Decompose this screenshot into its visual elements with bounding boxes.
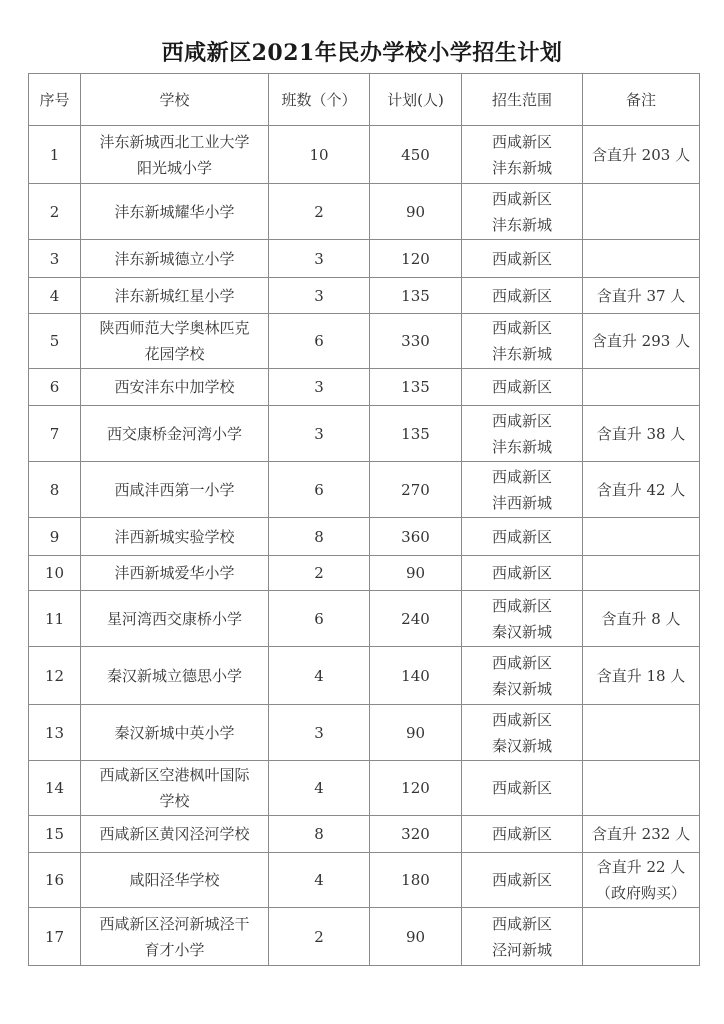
- cell-range-line: 西咸新区: [491, 596, 552, 615]
- cell-school: [81, 314, 269, 369]
- cell-no: 15: [29, 816, 81, 853]
- cell-range: [462, 556, 583, 591]
- cell-school-line: 沣东新城耀华小学: [114, 202, 235, 221]
- cell-range-line: 沣东新城: [491, 158, 552, 177]
- cell-school-line: 学校: [159, 792, 190, 810]
- cell-plan: 330: [370, 314, 462, 369]
- cell-classes: 10: [269, 126, 370, 184]
- cell-plan: 320: [370, 816, 462, 853]
- cell-note: [583, 406, 700, 462]
- cell-school: [81, 908, 269, 966]
- cell-no: 12: [29, 647, 81, 705]
- document-title: 西咸新区2021年民办学校小学招生计划: [161, 40, 563, 66]
- table-row: [29, 705, 700, 761]
- cell-classes: 4: [269, 647, 370, 705]
- cell-range-line: 沣东新城: [491, 345, 552, 363]
- cell-range-line: 西咸新区: [491, 825, 552, 843]
- cell-no: 16: [29, 853, 81, 908]
- header-range: 招生范围: [462, 74, 583, 126]
- cell-school: [81, 184, 269, 240]
- cell-note-line: 含直升 22 人: [596, 858, 686, 876]
- cell-range: [462, 406, 583, 462]
- cell-no: 7: [29, 406, 81, 462]
- cell-classes: 3: [269, 406, 370, 462]
- cell-plan: 180: [370, 853, 462, 908]
- cell-school: [81, 816, 269, 853]
- cell-plan: 120: [370, 761, 462, 816]
- cell-no: 6: [29, 369, 81, 406]
- cell-range-line: 西咸新区: [491, 189, 552, 208]
- cell-range-line: 西咸新区: [491, 132, 552, 151]
- cell-range: [462, 761, 583, 816]
- cell-school-line: 沣西新城实验学校: [114, 527, 235, 546]
- cell-classes: 3: [269, 369, 370, 406]
- cell-classes: 2: [269, 184, 370, 240]
- cell-school-line: 沣西新城爱华小学: [114, 564, 235, 582]
- header-note: 备注: [583, 74, 700, 126]
- cell-classes: 2: [269, 908, 370, 966]
- cell-note: [583, 462, 700, 518]
- table-row: [29, 184, 700, 240]
- cell-note-line: 含直升 232 人: [591, 825, 691, 843]
- cell-note: [583, 369, 700, 406]
- cell-school-line: 西安沣东中加学校: [114, 378, 235, 396]
- cell-range-line: 西咸新区: [491, 710, 552, 729]
- cell-note: [583, 816, 700, 853]
- cell-school-line: 西咸新区黄冈泾河学校: [99, 825, 250, 843]
- cell-range-line: 西咸新区: [491, 871, 552, 889]
- cell-no: 13: [29, 705, 81, 761]
- cell-plan: 135: [370, 369, 462, 406]
- cell-classes: 4: [269, 761, 370, 816]
- table-row: [29, 853, 700, 908]
- table-row: [29, 591, 700, 647]
- cell-note: [583, 184, 700, 240]
- cell-classes: 4: [269, 853, 370, 908]
- table-row: [29, 908, 700, 966]
- table-body: [29, 126, 700, 966]
- cell-school: [81, 853, 269, 908]
- cell-range-line: 西咸新区: [491, 914, 552, 933]
- cell-school: [81, 518, 269, 556]
- cell-no: 1: [29, 126, 81, 184]
- header-classes: 班数（个）: [269, 74, 370, 126]
- cell-range-line: 秦汉新城: [491, 622, 552, 641]
- cell-note: [583, 908, 700, 966]
- cell-note: [583, 126, 700, 184]
- cell-note: [583, 314, 700, 369]
- cell-note-line: 含直升 37 人: [596, 286, 686, 305]
- cell-note: [583, 591, 700, 647]
- cell-school: [81, 647, 269, 705]
- cell-school-line: 西咸新区泾河新城泾干: [99, 914, 250, 933]
- cell-plan: 90: [370, 184, 462, 240]
- table-row: [29, 556, 700, 591]
- cell-range-line: 西咸新区: [491, 779, 552, 797]
- cell-no: 9: [29, 518, 81, 556]
- cell-range-line: 秦汉新城: [491, 679, 552, 698]
- cell-school: [81, 278, 269, 314]
- cell-range: [462, 462, 583, 518]
- cell-plan: 90: [370, 705, 462, 761]
- cell-plan: 90: [370, 556, 462, 591]
- cell-range-line: 西咸新区: [491, 467, 552, 486]
- table-row: [29, 761, 700, 816]
- table-row: [29, 647, 700, 705]
- cell-school: [81, 126, 269, 184]
- cell-school: [81, 705, 269, 761]
- header-plan: 计划(人): [370, 74, 462, 126]
- table-row: [29, 240, 700, 278]
- table-row: [29, 816, 700, 853]
- cell-plan: 135: [370, 406, 462, 462]
- cell-no: 4: [29, 278, 81, 314]
- cell-school-line: 花园学校: [144, 345, 205, 363]
- cell-no: 17: [29, 908, 81, 966]
- cell-classes: 2: [269, 556, 370, 591]
- cell-classes: 8: [269, 816, 370, 853]
- cell-note: [583, 518, 700, 556]
- header-school: 学校: [81, 74, 269, 126]
- cell-note: [583, 556, 700, 591]
- cell-school-line: 星河湾西交康桥小学: [106, 609, 242, 628]
- cell-range: [462, 853, 583, 908]
- cell-school-line: 陕西师范大学奥林匹克: [99, 319, 250, 337]
- cell-plan: 135: [370, 278, 462, 314]
- cell-range-line: 西咸新区: [491, 653, 552, 672]
- cell-school-line: 咸阳泾华学校: [129, 871, 220, 889]
- cell-school: [81, 556, 269, 591]
- cell-classes: 6: [269, 314, 370, 369]
- enrollment-plan-table: [28, 73, 700, 966]
- cell-range-line: 泾河新城: [491, 940, 552, 959]
- cell-range-line: 沣东新城: [491, 437, 552, 456]
- cell-no: 8: [29, 462, 81, 518]
- cell-range: [462, 126, 583, 184]
- cell-plan: 270: [370, 462, 462, 518]
- cell-school-line: 阳光城小学: [136, 158, 212, 177]
- cell-note: [583, 853, 700, 908]
- cell-school-line: 西咸沣西第一小学: [114, 480, 235, 499]
- cell-classes: 8: [269, 518, 370, 556]
- cell-plan: 240: [370, 591, 462, 647]
- cell-no: 14: [29, 761, 81, 816]
- cell-no: 3: [29, 240, 81, 278]
- cell-school: [81, 369, 269, 406]
- cell-range: [462, 184, 583, 240]
- cell-range: [462, 908, 583, 966]
- cell-school: [81, 591, 269, 647]
- cell-classes: 6: [269, 591, 370, 647]
- cell-school: [81, 406, 269, 462]
- cell-range: [462, 816, 583, 853]
- table-row: [29, 314, 700, 369]
- cell-plan: 90: [370, 908, 462, 966]
- cell-note: [583, 647, 700, 705]
- cell-no: 2: [29, 184, 81, 240]
- cell-classes: 3: [269, 705, 370, 761]
- cell-note-line: 含直升 203 人: [591, 145, 691, 164]
- cell-classes: 3: [269, 278, 370, 314]
- cell-school-line: 秦汉新城立德思小学: [106, 666, 242, 685]
- cell-school-line: 西咸新区空港枫叶国际: [99, 766, 250, 784]
- header-no: 序号: [29, 74, 81, 126]
- cell-note-line: （政府购买）: [595, 884, 686, 902]
- cell-range-line: 沣东新城: [491, 215, 552, 234]
- cell-range-line: 西咸新区: [491, 527, 552, 546]
- cell-range: [462, 705, 583, 761]
- cell-range-line: 西咸新区: [491, 564, 552, 582]
- cell-range-line: 沣西新城: [491, 493, 552, 512]
- cell-school-line: 秦汉新城中英小学: [114, 723, 235, 742]
- cell-range: [462, 278, 583, 314]
- cell-note: [583, 705, 700, 761]
- cell-no: 11: [29, 591, 81, 647]
- cell-school-line: 沣东新城红星小学: [114, 286, 235, 305]
- cell-note: [583, 761, 700, 816]
- cell-classes: 3: [269, 240, 370, 278]
- cell-range: [462, 314, 583, 369]
- table-row: [29, 518, 700, 556]
- cell-note-line: 含直升 18 人: [596, 666, 686, 685]
- cell-plan: 450: [370, 126, 462, 184]
- cell-range: [462, 518, 583, 556]
- cell-range: [462, 240, 583, 278]
- cell-school: [81, 462, 269, 518]
- cell-school: [81, 240, 269, 278]
- table-row: [29, 278, 700, 314]
- cell-note: [583, 240, 700, 278]
- cell-range-line: 西咸新区: [491, 378, 552, 396]
- table-row: [29, 369, 700, 406]
- cell-classes: 6: [269, 462, 370, 518]
- cell-range-line: 秦汉新城: [491, 736, 552, 755]
- cell-school-line: 育才小学: [144, 940, 205, 959]
- cell-school-line: 沣东新城西北工业大学: [99, 132, 250, 151]
- cell-plan: 140: [370, 647, 462, 705]
- cell-school: [81, 761, 269, 816]
- table-row: [29, 126, 700, 184]
- table-row: [29, 406, 700, 462]
- cell-school-line: 沣东新城德立小学: [114, 249, 235, 268]
- cell-range-line: 西咸新区: [491, 249, 552, 268]
- cell-no: 10: [29, 556, 81, 591]
- cell-note-line: 含直升 38 人: [596, 424, 686, 443]
- cell-note-line: 含直升 293 人: [591, 332, 691, 350]
- cell-range-line: 西咸新区: [491, 286, 552, 305]
- cell-note: [583, 278, 700, 314]
- cell-plan: 360: [370, 518, 462, 556]
- cell-plan: 120: [370, 240, 462, 278]
- cell-note-line: 含直升 8 人: [601, 609, 681, 628]
- cell-no: 5: [29, 314, 81, 369]
- table-header-row: [29, 74, 700, 126]
- cell-range-line: 西咸新区: [491, 411, 552, 430]
- cell-range: [462, 591, 583, 647]
- cell-range-line: 西咸新区: [491, 319, 552, 337]
- cell-note-line: 含直升 42 人: [596, 480, 686, 499]
- cell-range: [462, 647, 583, 705]
- table-row: [29, 462, 700, 518]
- cell-range: [462, 369, 583, 406]
- cell-school-line: 西交康桥金河湾小学: [106, 424, 242, 443]
